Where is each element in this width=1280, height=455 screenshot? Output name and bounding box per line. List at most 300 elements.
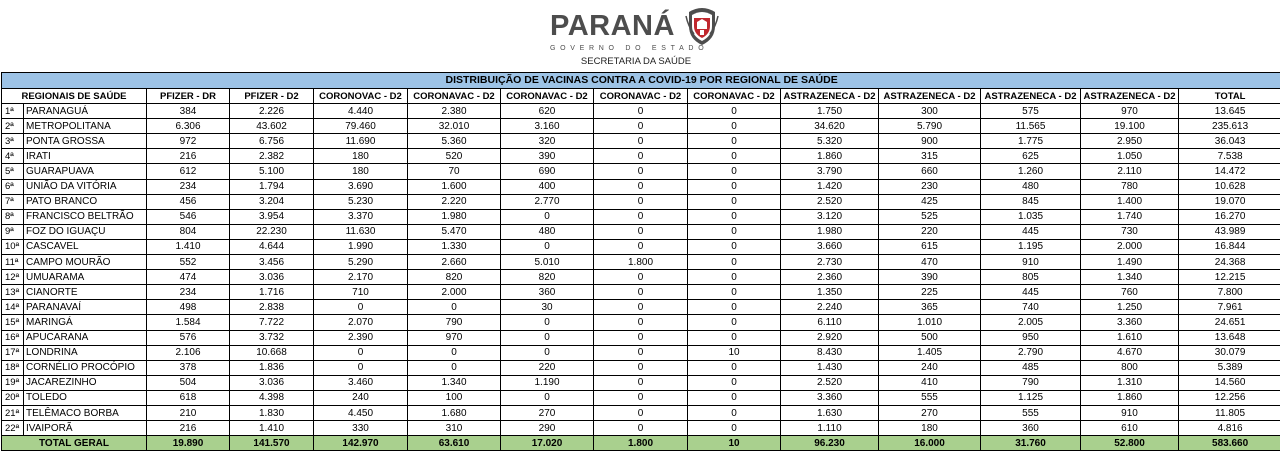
total-cell: 19.890: [147, 436, 230, 451]
region-name: UMUARAMA: [24, 270, 147, 285]
dose-cell: 2.520: [781, 375, 879, 390]
dose-cell: 216: [147, 149, 230, 164]
dose-cell: 5.010: [501, 255, 594, 270]
row-total-cell: 24.651: [1179, 315, 1280, 330]
row-total-cell: 30.079: [1179, 345, 1280, 360]
total-cell: 141.570: [230, 436, 314, 451]
dose-cell: 4.644: [230, 239, 314, 254]
table-row: [2, 134, 1280, 149]
dose-cell: 0: [688, 224, 781, 239]
dose-cell: 1.260: [981, 164, 1081, 179]
dose-cell: 4.450: [314, 405, 408, 420]
total-cell: 52.800: [1081, 436, 1179, 451]
table-title: DISTRIBUIÇÃO DE VACINAS CONTRA A COVID-19 POR REGIONAL DE SAÚDE: [2, 73, 1280, 89]
dose-cell: 425: [879, 194, 981, 209]
dose-cell: 1.860: [781, 149, 879, 164]
dose-cell: 790: [981, 375, 1081, 390]
dose-cell: 0: [314, 300, 408, 315]
dose-cell: 1.400: [1081, 194, 1179, 209]
dose-cell: 910: [981, 255, 1081, 270]
dose-cell: 0: [594, 405, 688, 420]
region-number: 5ª: [2, 164, 24, 179]
dose-cell: 0: [408, 300, 501, 315]
dose-cell: 4.670: [1081, 345, 1179, 360]
dose-cell: 3.790: [781, 164, 879, 179]
dose-cell: 3.732: [230, 330, 314, 345]
dose-cell: 3.460: [314, 375, 408, 390]
row-total-cell: 11.805: [1179, 405, 1280, 420]
table-row: [2, 104, 1280, 119]
dose-cell: 555: [879, 390, 981, 405]
dose-cell: 555: [981, 405, 1081, 420]
dose-cell: 70: [408, 164, 501, 179]
dose-cell: 0: [594, 390, 688, 405]
dose-cell: 970: [408, 330, 501, 345]
dose-cell: 240: [314, 390, 408, 405]
dose-cell: 360: [501, 285, 594, 300]
dose-cell: 5.470: [408, 224, 501, 239]
region-name: CAMPO MOURÃO: [24, 255, 147, 270]
dose-cell: 3.360: [781, 390, 879, 405]
dose-cell: 2.382: [230, 149, 314, 164]
dose-cell: 660: [879, 164, 981, 179]
column-header: CORONAVAC - D2: [594, 89, 688, 104]
dose-cell: 1.340: [1081, 270, 1179, 285]
region-number: 10ª: [2, 239, 24, 254]
region-number: 16ª: [2, 330, 24, 345]
dose-cell: 0: [501, 330, 594, 345]
total-cell: 31.760: [981, 436, 1081, 451]
total-cell: 17.020: [501, 436, 594, 451]
dose-cell: 79.460: [314, 119, 408, 134]
region-name: PATO BRANCO: [24, 194, 147, 209]
dose-cell: 1.350: [781, 285, 879, 300]
dose-cell: 1.035: [981, 209, 1081, 224]
dose-cell: 32.010: [408, 119, 501, 134]
dose-cell: 0: [594, 209, 688, 224]
dose-cell: 2.360: [781, 270, 879, 285]
dose-cell: 1.860: [1081, 390, 1179, 405]
dose-cell: 300: [879, 104, 981, 119]
dose-cell: 0: [688, 179, 781, 194]
dose-cell: 0: [594, 300, 688, 315]
dose-cell: 1.680: [408, 405, 501, 420]
dose-cell: 5.230: [314, 194, 408, 209]
dose-cell: 270: [879, 405, 981, 420]
dose-cell: 10.668: [230, 345, 314, 360]
dose-cell: 22.230: [230, 224, 314, 239]
dose-cell: 225: [879, 285, 981, 300]
region-name: JACAREZINHO: [24, 375, 147, 390]
column-header: ASTRAZENECA - D2: [981, 89, 1081, 104]
dose-cell: 710: [314, 285, 408, 300]
dose-cell: 1.410: [147, 239, 230, 254]
dose-cell: 520: [408, 149, 501, 164]
dose-cell: 910: [1081, 405, 1179, 420]
dose-cell: 690: [501, 164, 594, 179]
dose-cell: 1.600: [408, 179, 501, 194]
dose-cell: 445: [981, 224, 1081, 239]
dose-cell: 1.410: [230, 421, 314, 436]
region-number: 19ª: [2, 375, 24, 390]
dose-cell: 0: [594, 104, 688, 119]
dose-cell: 625: [981, 149, 1081, 164]
dose-cell: 0: [688, 405, 781, 420]
vaccine-distribution-table: [1, 72, 1280, 451]
region-number: 3ª: [2, 134, 24, 149]
dose-cell: 0: [594, 179, 688, 194]
dose-cell: 790: [408, 315, 501, 330]
dose-cell: 845: [981, 194, 1081, 209]
dose-cell: 610: [1081, 421, 1179, 436]
dose-cell: 0: [688, 360, 781, 375]
dose-cell: 0: [314, 345, 408, 360]
dose-cell: 615: [879, 239, 981, 254]
table-row: [2, 390, 1280, 405]
dose-cell: 5.290: [314, 255, 408, 270]
dose-cell: 0: [501, 390, 594, 405]
region-name: TELÊMACO BORBA: [24, 405, 147, 420]
dose-cell: 2.000: [408, 285, 501, 300]
total-cell: 16.000: [879, 436, 981, 451]
dose-cell: 1.750: [781, 104, 879, 119]
column-header: CORONOVAC - D2: [314, 89, 408, 104]
dose-cell: 0: [594, 345, 688, 360]
dose-cell: 270: [501, 405, 594, 420]
dose-cell: 480: [501, 224, 594, 239]
row-total-cell: 16.270: [1179, 209, 1280, 224]
dose-cell: 0: [594, 270, 688, 285]
dose-cell: 3.660: [781, 239, 879, 254]
dose-cell: 1.800: [594, 255, 688, 270]
region-name: UNIÃO DA VITÓRIA: [24, 179, 147, 194]
dose-cell: 1.405: [879, 345, 981, 360]
table-row: [2, 239, 1280, 254]
dose-cell: 2.730: [781, 255, 879, 270]
table-row: [2, 149, 1280, 164]
region-name: PARANAVAÍ: [24, 300, 147, 315]
region-name: METROPOLITANA: [24, 119, 147, 134]
row-total-cell: 24.368: [1179, 255, 1280, 270]
row-total-cell: 7.538: [1179, 149, 1280, 164]
region-name: TOLEDO: [24, 390, 147, 405]
dose-cell: 180: [314, 149, 408, 164]
row-total-cell: 19.070: [1179, 194, 1280, 209]
dose-cell: 1.740: [1081, 209, 1179, 224]
dose-cell: 500: [879, 330, 981, 345]
row-total-cell: 13.648: [1179, 330, 1280, 345]
dose-cell: 1.190: [501, 375, 594, 390]
dose-cell: 3.036: [230, 270, 314, 285]
row-total-cell: 12.215: [1179, 270, 1280, 285]
dose-cell: 390: [879, 270, 981, 285]
dose-cell: 220: [879, 224, 981, 239]
dose-cell: 0: [594, 239, 688, 254]
dose-cell: 805: [981, 270, 1081, 285]
total-cell: 96.230: [781, 436, 879, 451]
dose-cell: 1.330: [408, 239, 501, 254]
dose-cell: 3.954: [230, 209, 314, 224]
region-number: 21ª: [2, 405, 24, 420]
logo-government-text: GOVERNO DO ESTADO: [550, 45, 709, 52]
dose-cell: 0: [688, 149, 781, 164]
dose-cell: 34.620: [781, 119, 879, 134]
row-total-cell: 10.628: [1179, 179, 1280, 194]
total-cell: 1.800: [594, 436, 688, 451]
dose-cell: 804: [147, 224, 230, 239]
dose-cell: 1.794: [230, 179, 314, 194]
table-row: [2, 179, 1280, 194]
row-total-cell: 14.472: [1179, 164, 1280, 179]
dose-cell: 552: [147, 255, 230, 270]
coat-of-arms-icon: [685, 6, 719, 46]
dose-cell: 0: [688, 315, 781, 330]
table-row: [2, 375, 1280, 390]
dose-cell: 525: [879, 209, 981, 224]
dose-cell: 2.838: [230, 300, 314, 315]
dose-cell: 0: [688, 375, 781, 390]
dose-cell: 3.120: [781, 209, 879, 224]
dose-cell: 576: [147, 330, 230, 345]
region-name: CORNÉLIO PROCÓPIO: [24, 360, 147, 375]
dose-cell: 0: [688, 330, 781, 345]
dose-cell: 900: [879, 134, 981, 149]
dose-cell: 378: [147, 360, 230, 375]
region-number: 8ª: [2, 209, 24, 224]
row-total-cell: 12.256: [1179, 390, 1280, 405]
dose-cell: 3.360: [1081, 315, 1179, 330]
region-number: 22ª: [2, 421, 24, 436]
row-total-cell: 7.961: [1179, 300, 1280, 315]
dose-cell: 575: [981, 104, 1081, 119]
logo-wordmark: PARANÁ: [550, 10, 675, 42]
table-row: [2, 194, 1280, 209]
dose-cell: 1.430: [781, 360, 879, 375]
region-number: 11ª: [2, 255, 24, 270]
dose-cell: 1.340: [408, 375, 501, 390]
dose-cell: 0: [314, 360, 408, 375]
dose-cell: 3.370: [314, 209, 408, 224]
header-row: [2, 89, 1280, 104]
dose-cell: 3.456: [230, 255, 314, 270]
column-header: CORONAVAC - D2: [501, 89, 594, 104]
table-row: [2, 270, 1280, 285]
dose-cell: 0: [688, 119, 781, 134]
column-header: PFIZER - DR: [147, 89, 230, 104]
table-row: [2, 285, 1280, 300]
dose-cell: 618: [147, 390, 230, 405]
dose-cell: 0: [408, 360, 501, 375]
region-name: CASCAVEL: [24, 239, 147, 254]
row-total-cell: 36.043: [1179, 134, 1280, 149]
dose-cell: 0: [688, 134, 781, 149]
dose-cell: 0: [688, 390, 781, 405]
dose-cell: 504: [147, 375, 230, 390]
region-name: LONDRINA: [24, 345, 147, 360]
dose-cell: 410: [879, 375, 981, 390]
dose-cell: 2.070: [314, 315, 408, 330]
total-cell: 63.610: [408, 436, 501, 451]
dose-cell: 0: [408, 345, 501, 360]
table-title-row: [2, 73, 1280, 89]
dose-cell: 2.000: [1081, 239, 1179, 254]
row-total-cell: 235.613: [1179, 119, 1280, 134]
dose-cell: 11.690: [314, 134, 408, 149]
header: [0, 0, 1280, 72]
dose-cell: 1.050: [1081, 149, 1179, 164]
dose-cell: 1.610: [1081, 330, 1179, 345]
dose-cell: 0: [688, 285, 781, 300]
dose-cell: 546: [147, 209, 230, 224]
dose-cell: 445: [981, 285, 1081, 300]
dose-cell: 950: [981, 330, 1081, 345]
dose-cell: 216: [147, 421, 230, 436]
dose-cell: 5.360: [408, 134, 501, 149]
region-name: MARINGÁ: [24, 315, 147, 330]
dose-cell: 2.520: [781, 194, 879, 209]
dose-cell: 0: [594, 149, 688, 164]
dose-cell: 0: [688, 421, 781, 436]
dose-cell: 1.980: [408, 209, 501, 224]
dose-cell: 1.420: [781, 179, 879, 194]
dose-cell: 8.430: [781, 345, 879, 360]
dose-cell: 2.390: [314, 330, 408, 345]
table-row: [2, 421, 1280, 436]
table-row: [2, 360, 1280, 375]
row-total-cell: 7.800: [1179, 285, 1280, 300]
dose-cell: 19.100: [1081, 119, 1179, 134]
dose-cell: 474: [147, 270, 230, 285]
dose-cell: 2.920: [781, 330, 879, 345]
table-row: [2, 315, 1280, 330]
region-number: 7ª: [2, 194, 24, 209]
dose-cell: 1.830: [230, 405, 314, 420]
parana-logo: [548, 6, 724, 70]
dose-cell: 43.602: [230, 119, 314, 134]
dose-cell: 0: [688, 300, 781, 315]
region-name: FRANCISCO BELTRÃO: [24, 209, 147, 224]
dose-cell: 5.320: [781, 134, 879, 149]
dose-cell: 0: [688, 209, 781, 224]
dose-cell: 0: [594, 375, 688, 390]
dose-cell: 2.226: [230, 104, 314, 119]
dose-cell: 498: [147, 300, 230, 315]
region-number: 6ª: [2, 179, 24, 194]
dose-cell: 1.110: [781, 421, 879, 436]
table-row: [2, 330, 1280, 345]
dose-cell: 972: [147, 134, 230, 149]
table-row: [2, 209, 1280, 224]
dose-cell: 3.204: [230, 194, 314, 209]
dose-cell: 620: [501, 104, 594, 119]
dose-cell: 485: [981, 360, 1081, 375]
dose-cell: 1.836: [230, 360, 314, 375]
dose-cell: 2.170: [314, 270, 408, 285]
dose-cell: 7.722: [230, 315, 314, 330]
dose-cell: 820: [501, 270, 594, 285]
dose-cell: 1.980: [781, 224, 879, 239]
table-body: [2, 104, 1280, 436]
region-name: IRATI: [24, 149, 147, 164]
dose-cell: 0: [501, 239, 594, 254]
region-number: 9ª: [2, 224, 24, 239]
total-label: TOTAL GERAL: [2, 436, 147, 451]
region-number: 15ª: [2, 315, 24, 330]
dose-cell: 1.630: [781, 405, 879, 420]
dose-cell: 2.240: [781, 300, 879, 315]
region-name: APUCARANA: [24, 330, 147, 345]
dose-cell: 6.756: [230, 134, 314, 149]
dose-cell: 5.790: [879, 119, 981, 134]
dose-cell: 800: [1081, 360, 1179, 375]
table-row: [2, 119, 1280, 134]
dose-cell: 2.005: [981, 315, 1081, 330]
table-row: [2, 224, 1280, 239]
dose-cell: 360: [981, 421, 1081, 436]
region-name: GUARAPUAVA: [24, 164, 147, 179]
dose-cell: 0: [688, 239, 781, 254]
dose-cell: 730: [1081, 224, 1179, 239]
region-name: CIANORTE: [24, 285, 147, 300]
region-number: 13ª: [2, 285, 24, 300]
dose-cell: 2.790: [981, 345, 1081, 360]
dose-cell: 3.036: [230, 375, 314, 390]
dose-cell: 456: [147, 194, 230, 209]
dose-cell: 1.125: [981, 390, 1081, 405]
dose-cell: 315: [879, 149, 981, 164]
dose-cell: 0: [594, 224, 688, 239]
dose-cell: 11.630: [314, 224, 408, 239]
dose-cell: 210: [147, 405, 230, 420]
dose-cell: 1.195: [981, 239, 1081, 254]
dose-cell: 100: [408, 390, 501, 405]
dose-cell: 970: [1081, 104, 1179, 119]
dose-cell: 5.100: [230, 164, 314, 179]
dose-cell: 1.584: [147, 315, 230, 330]
dose-cell: 234: [147, 285, 230, 300]
dose-cell: 4.398: [230, 390, 314, 405]
column-header: ASTRAZENECA - D2: [1081, 89, 1179, 104]
dose-cell: 384: [147, 104, 230, 119]
dose-cell: 820: [408, 270, 501, 285]
dose-cell: 2.660: [408, 255, 501, 270]
dose-cell: 220: [501, 360, 594, 375]
dose-cell: 0: [594, 194, 688, 209]
dose-cell: 3.690: [314, 179, 408, 194]
dose-cell: 0: [688, 164, 781, 179]
dose-cell: 320: [501, 134, 594, 149]
dose-cell: 1.310: [1081, 375, 1179, 390]
dose-cell: 0: [501, 315, 594, 330]
dose-cell: 0: [501, 209, 594, 224]
dose-cell: 390: [501, 149, 594, 164]
dose-cell: 0: [594, 119, 688, 134]
dose-cell: 1.716: [230, 285, 314, 300]
dose-cell: 180: [314, 164, 408, 179]
dose-cell: 365: [879, 300, 981, 315]
region-number: 4ª: [2, 149, 24, 164]
table-row: [2, 255, 1280, 270]
dose-cell: 612: [147, 164, 230, 179]
logo-secretariat-text: SECRETARIA DA SAÚDE: [580, 56, 692, 67]
dose-cell: 234: [147, 179, 230, 194]
dose-cell: 290: [501, 421, 594, 436]
region-name: IVAIPORÃ: [24, 421, 147, 436]
dose-cell: 480: [981, 179, 1081, 194]
dose-cell: 0: [594, 315, 688, 330]
region-number: 14ª: [2, 300, 24, 315]
total-row: [2, 436, 1280, 451]
